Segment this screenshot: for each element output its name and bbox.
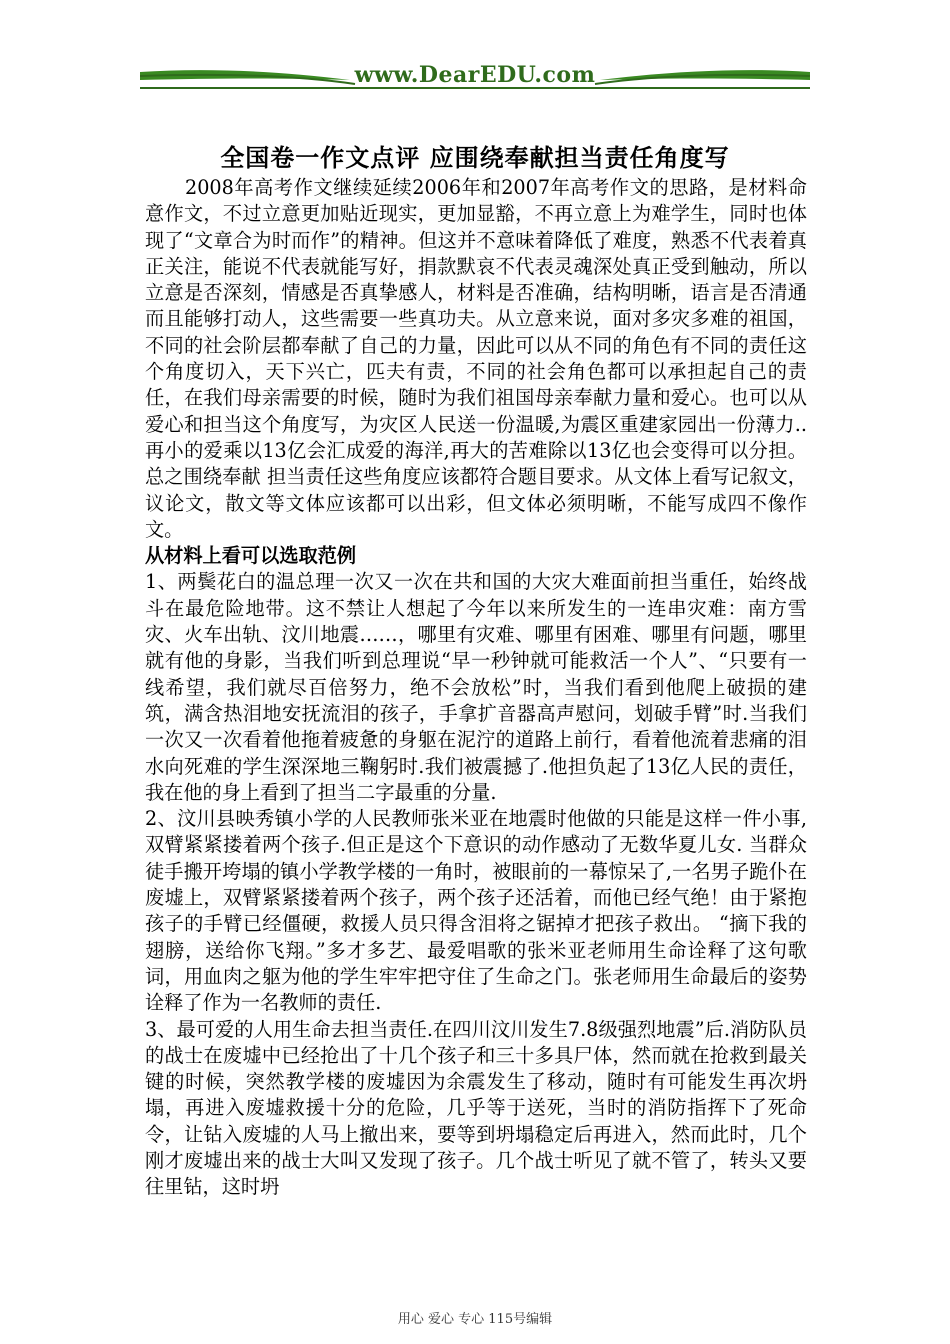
page-title: 全国卷一作文点评 应围绕奉献担当责任角度写	[220, 144, 730, 172]
example-paragraph-3: 3、最可爱的人用生命去担当责任.在四川汶川发生7.8级强烈地震”后.消防队员的战士在废墟中已经抢出了十几个孩子和三十多具尸体，然而就在抢救到最关键的时候，突然教学楼的废墟因为余震发生了移动，随时有可能发生再次坍塌，再进入废墟救援十分的危险，几乎等于送死，当时的消防指挥下了死命令，让钻入废墟的人马上撤出来，要等到坍塌稳定后再进入，然而此时，几个刚才废墟出来的战士大叫又发现了孩子。几个战士听见了就不管了，转头又要往里钻，这时坍	[145, 1017, 807, 1199]
example-paragraph-2: 2、汶川县映秀镇小学的人民教师张米亚在地震时他做的只能是这样一件小事,双臂紧紧搂着两个孩子.但正是这个下意识的动作感动了无数华夏儿女. 当群众徒手搬开垮塌的镇小学教学楼的一角时，被眼前的一幕惊呆了,一名男子跪仆在废墟上，双臂紧紧搂着两个孩子，两个孩子还活着，而他已经气绝！由于紧抱孩子的手臂已经僵硬，救援人员只得含泪将之锯掉才把孩子救出。 “摘下我的翅膀，送给你飞翔。”多才多艺、最爱唱歌的张米亚老师用生命诠释了这句歌词，用血肉之躯为他的学生牢牢把守住了生命之门。张老师用生命最后的姿势诠释了作为一名教师的责任.	[145, 807, 807, 1015]
page-footer: 用心 爱心 专心 115号编辑	[397, 1312, 553, 1327]
site-name: www.DearEDU.com	[354, 62, 596, 88]
site-header-banner	[140, 58, 810, 100]
section-heading: 从材料上看可以选取范例	[145, 544, 357, 568]
article-body	[145, 175, 807, 1201]
example-paragraph-1: 1、两鬓花白的温总理一次又一次在共和国的大灾大难面前担当重任，始终战斗在最危险地带。这不禁让人想起了今年以来所发生的一连串灾难：南方雪灾、火车出轨、汶川地震……，哪里有灾难、哪里有困难、哪里有问题，哪里就有他的身影，当我们听到总理说“早一秒钟就可能救活一个人”、“只要有一线希望，我们就尽百倍努力，绝不会放松”时，当我们看到他爬上破损的建筑，满含热泪地安抚流泪的孩子，手拿扩音器高声慰问，划破手臂”时.当我们一次又一次看着他拖着疲惫的身躯在泥泞的道路上前行，看着他流着悲痛的泪水向死难的学生深深地三鞠躬时.我们被震撼了.他担负起了13亿人民的责任，我在他的身上看到了担当二字最重的分量.	[145, 570, 807, 804]
intro-paragraph: 2008年高考作文继续延续2006年和2007年高考作文的思路，是材料命意作文，不过立意更加贴近现实，更加显豁，不再立意上为难学生，同时也体现了“文章合为时而作”的精神。但这并不意味着降低了难度，熟悉不代表着真正关注，能说不代表就能写好，捐款默哀不代表灵魂深处真正受到触动，所以立意是否深刻，情感是否真挚感人，材料是否准确，结构明晰，语言是否清通而且能够打动人，这些需要一些真功夫。从立意来说，面对多灾多难的祖国，不同的社会阶层都奉献了自己的力量，因此可以从不同的角色有不同的责任这个角度切入，天下兴亡，匹夫有责，不同的社会角色都可以承担起自己的责任，在我们母亲需要的时候，随时为我们祖国母亲奉献力量和爱心。也可以从爱心和担当这个角度写，为灾区人民送一份温暖,为震区重建家园出一份薄力..再小的爱乘以13亿会汇成爱的海洋,再大的苦难除以13亿也会变得可以分担。总之围绕奉献 担当责任这些角度应该都符合题目要求。从文体上看写记叙文，议论文，散文等文体应该都可以出彩，但文体必须明晰，不能写成四不像作文。	[145, 176, 807, 541]
